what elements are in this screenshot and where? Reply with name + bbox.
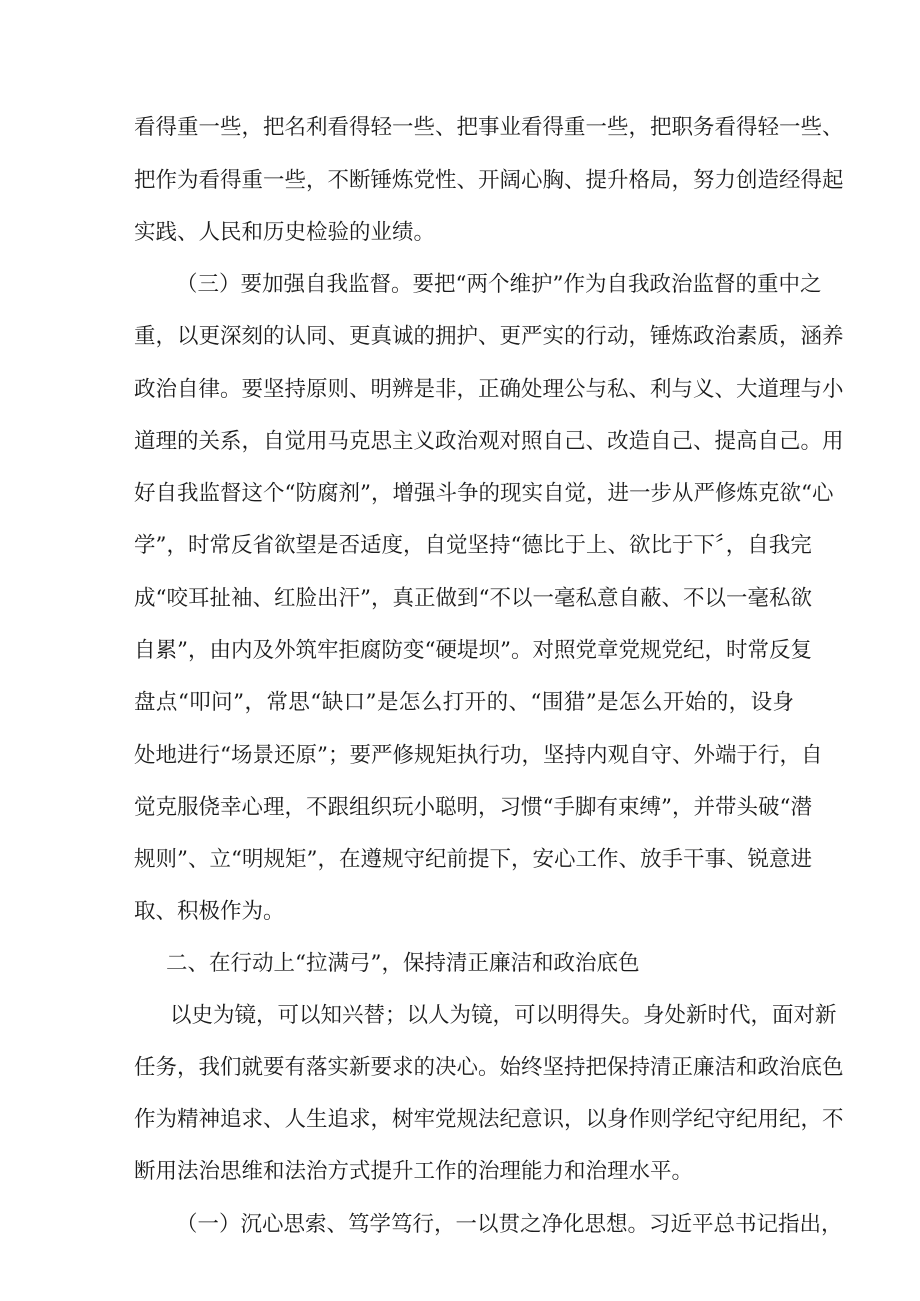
section-heading: 二、在行动上“拉满弓”，保持清正廉洁和政治底色 [166, 951, 640, 976]
text-line: 成“咬耳扯袖、红脸出汗”，真正做到“不以一毫私意自蔽、不以一毫私欲 [134, 586, 812, 611]
paragraph-heading-line: （三）要加强自我监督。要把“两个维护”作为自我政治监督的重中之 [176, 272, 822, 297]
text-line: 处地进行“场景还原”；要严修规矩执行功，坚持内观自守、外端于行，自 [134, 743, 823, 768]
text-line: 好自我监督这个“防腐剂”，增强斗争的现实自觉，进一步从严修炼克欲“心 [134, 481, 834, 506]
text-line: 作为精神追求、人生追求，树牢党规法纪意识，以身作则学纪守纪用纪，不 [134, 1107, 844, 1132]
text-line: 政治自律。要坚持原则、明辨是非，正确处理公与私、利与义、大道理与小 [134, 377, 844, 402]
text-line: 道理的关系，自觉用马克思主义政治观对照自己、改造自己、提高自己。用 [134, 429, 844, 454]
text-line: 以史为镜，可以知兴替；以人为镜，可以明得失。身处新时代，面对新 [170, 1003, 837, 1028]
text-line: 断用法治思维和法治方式提升工作的治理能力和治理水平。 [134, 1159, 694, 1184]
text-line: 实践、人民和历史检验的业绩。 [134, 220, 436, 245]
text-line: 任务，我们就要有落实新要求的决心。始终坚持把保持清正廉洁和政治底色 [134, 1055, 844, 1080]
text-line: 盘点“叩问”，常思“缺口”是怎么打开的、“围猎”是怎么开始的，设身 [134, 690, 794, 715]
text-line: 觉克服侥幸心理，不跟组织玩小聪明，习惯“手脚有束缚”，并带头破“潜 [134, 795, 812, 820]
paragraph-heading-line: （一）沉心思索、笃学笃行，一以贯之净化思想。习近平总书记指出， [176, 1212, 843, 1237]
text-line: 重，以更深刻的认同、更真诚的拥护、更严实的行动，锤炼政治素质，涵养 [134, 324, 844, 349]
text-line: 规则”、立“明规矩”，在遵规守纪前提下，安心工作、放手干事、锐意进 [134, 847, 812, 872]
text-line: 把作为看得重一些，不断锤炼党性、开阔心胸、提升格局，努力创造经得起 [134, 168, 844, 193]
text-line: 学”，时常反省欲望是否适度，自觉坚持“德比于上、欲比于下〞，自我完 [134, 533, 812, 558]
text-line: 自累”，由内及外筑牢拒腐防变“硬堤坝”。对照党章党规党纪，时常反复 [134, 638, 812, 663]
text-line: 取、积极作为。 [134, 899, 285, 924]
text-line: 看得重一些，把名利看得轻一些、把事业看得重一些，把职务看得轻一些、 [134, 115, 844, 140]
